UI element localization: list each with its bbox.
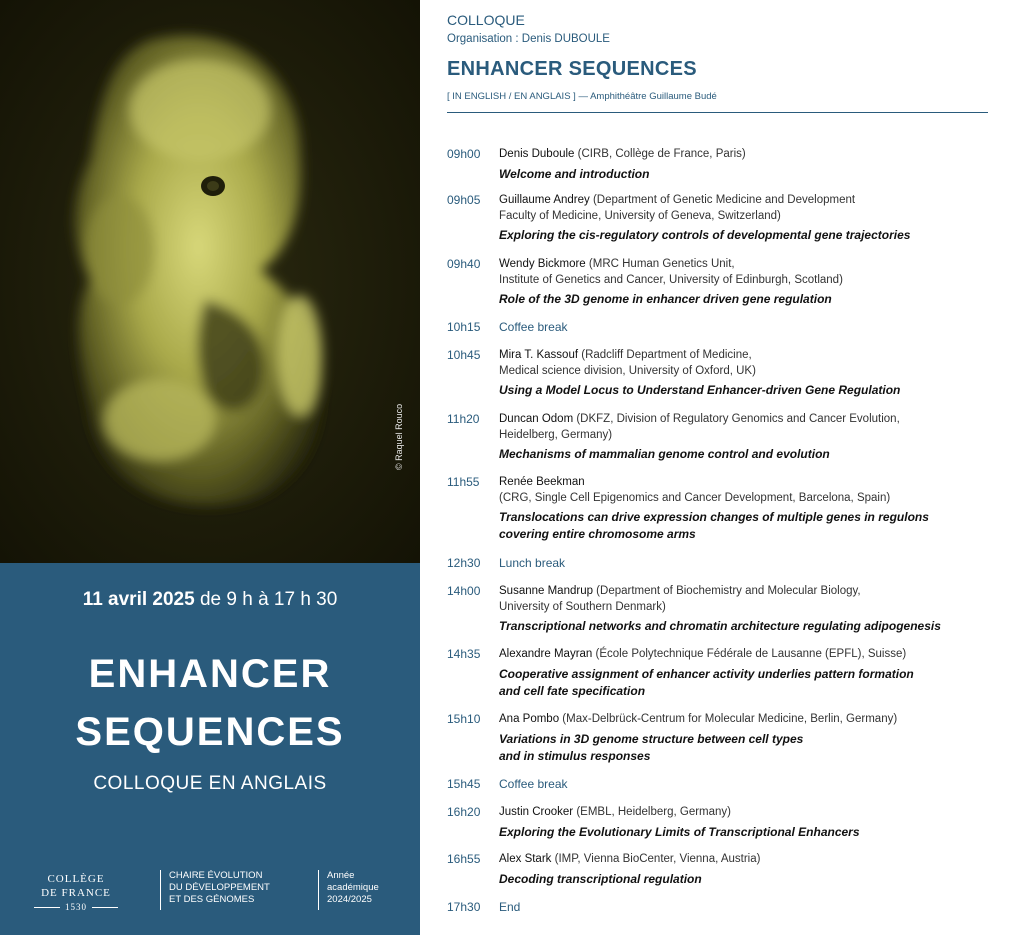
chair-line: DU DÉVELOPPEMENT bbox=[169, 882, 270, 893]
speaker-name: Alexandre Mayran bbox=[499, 648, 593, 660]
slot-body bbox=[499, 193, 1009, 244]
break-label: Coffee break bbox=[499, 777, 568, 791]
talk-title: Variations in 3D genome structure between cell types and in stimulus responses bbox=[499, 731, 804, 763]
talk-title: Role of the 3D genome in enhancer driven gene regulation bbox=[499, 292, 832, 306]
speaker-name: Alex Stark bbox=[499, 853, 552, 865]
slot-time: 16h55 bbox=[447, 852, 481, 866]
talk-title: Cooperative assignment of enhancer activity underlies pattern formation and cell fate specification bbox=[499, 666, 914, 698]
header-organisation: Organisation : Denis DUBOULE bbox=[447, 33, 610, 45]
event-subtitle: COLLOQUE EN ANGLAIS bbox=[93, 773, 327, 794]
talk-title: Using a Model Locus to Understand Enhancer-driven Gene Regulation bbox=[499, 383, 901, 397]
talk-title: Exploring the Evolutionary Limits of Transcriptional Enhancers bbox=[499, 824, 860, 839]
slot-body bbox=[499, 475, 1009, 543]
logo-line2: DE FRANCE bbox=[41, 887, 111, 899]
slot-body bbox=[499, 647, 1009, 700]
title-panel bbox=[0, 563, 420, 935]
speaker-name: Ana Pombo bbox=[499, 713, 560, 725]
slot-time: 15h10 bbox=[447, 712, 481, 726]
speaker-name: Justin Crooker bbox=[499, 806, 574, 818]
event-date-hours: de 9 h à 17 h 30 bbox=[199, 589, 338, 610]
talk-title: Transcriptional networks and chromatin architecture regulating adipogenesis bbox=[499, 619, 941, 633]
talk-title: Translocations can drive expression changes of multiple genes in regulons covering entire chromosome arms bbox=[499, 510, 929, 541]
slot-body bbox=[499, 712, 1009, 765]
slot-time: 09h40 bbox=[447, 257, 481, 271]
speaker-name: Susanne Mandrup bbox=[499, 585, 593, 597]
header-venue: [ IN ENGLISH / EN ANGLAIS ] — Amphithéâtre Guillaume Budé bbox=[447, 91, 717, 102]
speaker-name: Wendy Bickmore bbox=[499, 258, 586, 270]
talk-title: Exploring the cis-regulatory controls of developmental gene trajectories bbox=[499, 228, 911, 242]
chair-line: ET DES GÉNOMES bbox=[169, 894, 255, 905]
break-label: Lunch break bbox=[499, 556, 566, 570]
slot-body bbox=[499, 257, 1009, 308]
speaker-affiliation: (Radcliff Department of Medicine, Medical science division, University of Oxford, UK) bbox=[499, 349, 756, 377]
photo-credit: © Raquel Rouco bbox=[394, 403, 404, 470]
logo-year-row bbox=[28, 900, 124, 914]
slot-time: 16h20 bbox=[447, 805, 481, 819]
event-title-line1: ENHANCER bbox=[88, 652, 332, 696]
slot-time: 11h55 bbox=[447, 475, 480, 489]
event-title-line2: SEQUENCES bbox=[75, 710, 345, 754]
slot-time: 11h20 bbox=[447, 412, 480, 426]
speaker-affiliation: (DKFZ, Division of Regulatory Genomics and Cancer Evolution, Heidelberg, Germany) bbox=[499, 413, 900, 441]
slot-time: 10h15 bbox=[447, 320, 481, 334]
slot-body bbox=[499, 412, 1009, 463]
speaker-affiliation: (CIRB, Collège de France, Paris) bbox=[574, 148, 746, 160]
poster-left-column bbox=[0, 0, 420, 935]
speaker-affiliation: (Department of Biochemistry and Molecular Biology, University of Southern Denmark) bbox=[499, 585, 861, 613]
speaker-name: Duncan Odom bbox=[499, 413, 574, 425]
talk-title: Mechanisms of mammalian genome control and evolution bbox=[499, 447, 830, 461]
slot-time: 14h00 bbox=[447, 584, 481, 598]
speaker-affiliation: (MRC Human Genetics Unit, Institute of Genetics and Cancer, University of Edinburgh, Scotland) bbox=[499, 258, 843, 286]
talk-title: Welcome and introduction bbox=[499, 166, 650, 181]
slot-body bbox=[499, 348, 1009, 399]
event-date bbox=[0, 589, 420, 611]
program-column bbox=[447, 0, 1007, 935]
slot-time: 12h30 bbox=[447, 556, 481, 570]
header-kicker: COLLOQUE bbox=[447, 12, 525, 28]
slot-body bbox=[499, 147, 1009, 183]
slot-time: 15h45 bbox=[447, 777, 481, 791]
event-date-day: 11 avril 2025 bbox=[82, 589, 195, 610]
slot-body bbox=[499, 852, 1009, 888]
speaker-name: Renée Beekman bbox=[499, 476, 585, 488]
slot-time: 10h45 bbox=[447, 348, 481, 362]
college-de-france-logo bbox=[28, 872, 124, 914]
speaker-affiliation: (EMBL, Heidelberg, Germany) bbox=[573, 806, 732, 818]
embryo-image bbox=[0, 0, 420, 563]
academic-year-line: 2024/2025 bbox=[327, 894, 372, 905]
slot-body bbox=[499, 900, 1009, 917]
header-divider bbox=[447, 112, 988, 113]
speaker-affiliation: (Max-Delbrück-Centrum for Molecular Medicine, Berlin, Germany) bbox=[559, 713, 898, 725]
slot-body bbox=[499, 805, 1009, 841]
talk-title: Decoding transcriptional regulation bbox=[499, 871, 702, 886]
slot-body bbox=[499, 584, 1009, 635]
speaker-name: Mira T. Kassouf bbox=[499, 349, 579, 361]
speaker-name: Denis Duboule bbox=[499, 148, 575, 160]
slot-body bbox=[499, 556, 1009, 573]
speaker-affiliation: (École Polytechnique Fédérale de Lausanne (EPFL), Suisse) bbox=[592, 648, 907, 660]
academic-year-line: académique bbox=[327, 882, 379, 893]
slot-time: 09h00 bbox=[447, 147, 481, 161]
academic-year bbox=[318, 870, 379, 910]
speaker-affiliation: (CRG, Single Cell Epigenomics and Cancer Development, Barcelona, Spain) bbox=[499, 491, 891, 504]
header-title: ENHANCER SEQUENCES bbox=[447, 58, 697, 80]
slot-body bbox=[499, 320, 1009, 337]
academic-year-line: Année bbox=[327, 870, 355, 881]
logo-line1: COLLÈGE bbox=[47, 873, 105, 885]
chair-line: CHAIRE ÉVOLUTION bbox=[169, 870, 263, 881]
chair-name bbox=[160, 870, 270, 910]
slot-body bbox=[499, 777, 1009, 794]
embryo-photo bbox=[0, 0, 420, 563]
speaker-affiliation: (Department of Genetic Medicine and Development Faculty of Medicine, University of Geneva, Switzerland) bbox=[499, 194, 856, 222]
speaker-name: Guillaume Andrey bbox=[499, 194, 590, 206]
slot-time: 09h05 bbox=[447, 193, 481, 207]
event-title bbox=[0, 645, 420, 761]
slot-time: 14h35 bbox=[447, 647, 481, 661]
logo-year: 1530 bbox=[65, 902, 87, 912]
break-label: End bbox=[499, 900, 521, 914]
slot-time: 17h30 bbox=[447, 900, 481, 914]
break-label: Coffee break bbox=[499, 320, 568, 334]
speaker-affiliation: (IMP, Vienna BioCenter, Vienna, Austria) bbox=[551, 853, 761, 865]
